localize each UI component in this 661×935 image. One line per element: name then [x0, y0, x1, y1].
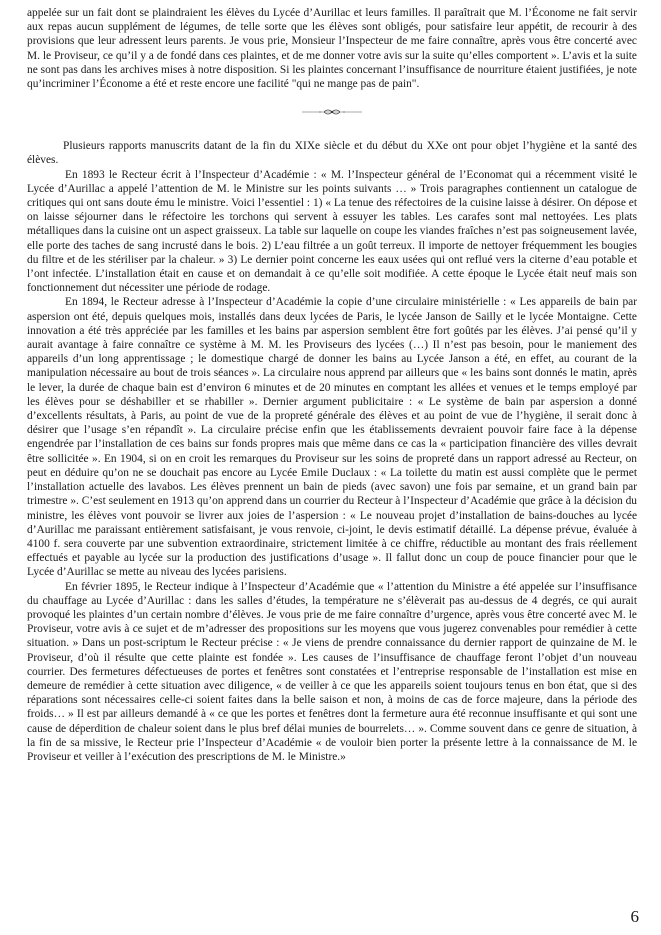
floral-divider-icon [300, 107, 364, 117]
body-paragraph-1894: En 1894, le Recteur adresse à l’Inspecteur d’Académie la copie d’une circulaire ministérielle : « Les appareils de bain par aspersion ont été, depuis quelques mois, installés dans deux lycées de Paris, le lycée Janson de Sailly et le lycée Montaigne. Cette innovation a été très appréciée par les familles et les bains par aspersion semblent être fort goûtés par les élèves. J’ai pensé qu’il y aurait avantage à faire connaître ce système à M. M. les Proviseurs des lycées (…) Il n’est pas besoin, pour le maniement des appareils d’un long apprentissage ; le domestique chargé de donner les bains au Lycée Janson a été, en effet, au courant de la manipulation nécessaire au bout de trois séances ». La circulaire nous apprend par ailleurs que « les bains sont donnés le matin, après le lever, la durée de chaque bain est d’environ 6 minutes et de 20 minutes en comptant les allées et venues et le temps employé par les élèves pour se déshabiller et se rhabiller ». Dernier argument publicitaire : « Le système de bain par aspersion a donné d’excellents résultats, à Paris, au point de vue de la propreté générale des élèves et au point de vue de l’hygiène, il serait donc à désirer que l’usage s’en répandît ». La circulaire précise enfin que les établissements devraient pouvoir faire face à la dépense engendrée par l’installation de ces bains sur fonds propres mais que même dans ce cas la « participation financière des villes devrait être sollicitée ». En 1904, si on en croit les remarques du Proviseur sur les soins de propreté dans un rapport adressé au Recteur, on peut en déduire qu’on ne se douchait pas encore au Lycée Emile Duclaux : « La toilette du matin est aussi complète que le permet l’installation actuelle des lavabos. Les élèves prennent un bain de pieds (avec savon) une fois par semaine, et un grand bain par trimestre ». C’est seulement en 1913 qu’on apprend dans un courrier du Recteur à l’Inspecteur d’Académie que grâce à la décision du ministre, les élèves vont pouvoir se livrer aux joies de l’aspersion : « Le nouveau projet d’installation de bains-douches au lycée d’Aurillac me paraissant entièrement satisfaisant, je vous renvoie, ci-joint, le devis estimatif détaillé. La dépense prévue, évaluée à 4100 f. sera couverte par une subvention extraordinaire, strictement limitée à ce chiffre, réductible au montant des frais réellement effectués et payable au lycée sur la production des justifications d’usage ». Il fallut donc un coup de pouce financier pour que le Lycée d’Aurillac se mette au niveau des lycées parisiens. [27, 296, 637, 579]
document-page [27, 6, 637, 764]
top-paragraph: appelée sur un fait dont se plaindraient les élèves du Lycée d’Aurillac et leurs familles. Il paraîtrait que M. l’Économe ne fait servir aux repas aucun supplément de légumes, de telle sorte que les élèves sont obligés, pour satisfaire leur appétit, de recourir à des provisions que leur adressent leurs parents. Je vous prie, Monsieur l’Inspecteur de me faire connaître, après vous être concerté avec M. le Proviseur, ce qu’il y a de fondé dans ces plaintes, et de me donner votre avis sur la suite qu’elles comportent ». L’avis et la suite ne sont pas dans les archives mises à notre disposition. Si les plaintes concernant l’insuffisance de nourriture étaient justifiées, je note qu’incriminer l’Économe a été et reste encore une facilité "qui ne mange pas de pain". [27, 7, 637, 91]
body-paragraph-intro: Plusieurs rapports manuscrits datant de la fin du XIXe siècle et du début du XXe ont pour objet l’hygiène et la santé des élèves. [27, 140, 637, 167]
body-paragraph-1895: En février 1895, le Recteur indique à l’Inspecteur d’Académie que « l’attention du Ministre a été appelée sur l’insuffisance du chauffage au Lycée d’Aurillac : dans les salles d’études, la température ne s’élèverait pas au-dessus de 4 degrés, ce qui aurait provoqué les plaintes d’un certain nombre d’élèves. Je vous prie de me faire connaître d’urgence, après vous être concerté avec M. le Proviseur, votre avis à ce sujet et de m’adresser des propositions sur les moyens que vous jugerez convenables pour remédier à cette situation. » Dans un post-scriptum le Recteur précise : « Je viens de prendre connaissance du dernier rapport de quinzaine de M. le Proviseur, d’où il résulte que cette plainte est fondée ». Les causes de l’insuffisance de chauffage feront l’objet d’un nouveau courrier. Des fermetures défectueuses de portes et fenêtres sont constatées et l’entreprise responsable de l’installation est mise en demeure de remédier à cette situation avec diligence, « de veiller à ce que les appareils soient toujours tenus en bon état, que si des réparations sont nécessaires celle-ci soient faites dans la belle saison et non, à moins de cas de force majeure, dans la période des froids… » Il est par ailleurs demandé à « ce que les portes et fenêtres dont la fermeture aura été reconnue insuffisante et qui sont une cause de déperdition de chaleur soient dans le plus bref délai munies de bourrelets… ». Comme souvent dans ce genre de situation, à la fin de sa missive, le Recteur prie l’Inspecteur d’Académie « de vouloir bien porter la présente lettre à la connaissance de M. le Proviseur et veiller à l’exécution des prescriptions de M. le Ministre.» [27, 580, 637, 763]
page-number: 6 [630, 907, 639, 926]
body-paragraph-1893: En 1893 le Recteur écrit à l’Inspecteur d’Académie : « M. l’Inspecteur général de l’Economat qui a récemment visité le Lycée d’Aurillac a appelé l’attention de M. le Ministre sur les points suivants … » Trois paragraphes contiennent un catalogue de critiques qui ont sans doute ému le ministre. Voici l’essentiel : 1) « La tenue des réfectoires de la cuisine laisse à désirer. On dépose et on laisse séjourner dans le réfectoire les torchons qui servent à essuyer les tables. Les carafes sont mal nettoyées. Les plats métalliques dans la cuisine ont un aspect graisseux. La table sur laquelle on coupe les viandes fraîches n’est pas soigneusement lavée, elle porte des taches de sang incrusté dans le bois. 2) L’eau filtrée a un goût terreux. Il importe de nettoyer fréquemment les bougies du filtre et de les stériliser par la chaleur. » 3) Le dernier point concerne les eaux usées qui ont reflué vers la citerne d’eau potable et l’ont infectée. L’installation était en cause et on demandait à ce qu’elle soit modifiée. A cette époque le Lycée était neuf mais son fonctionnement dut nécessiter une période de rodage. [27, 168, 637, 295]
